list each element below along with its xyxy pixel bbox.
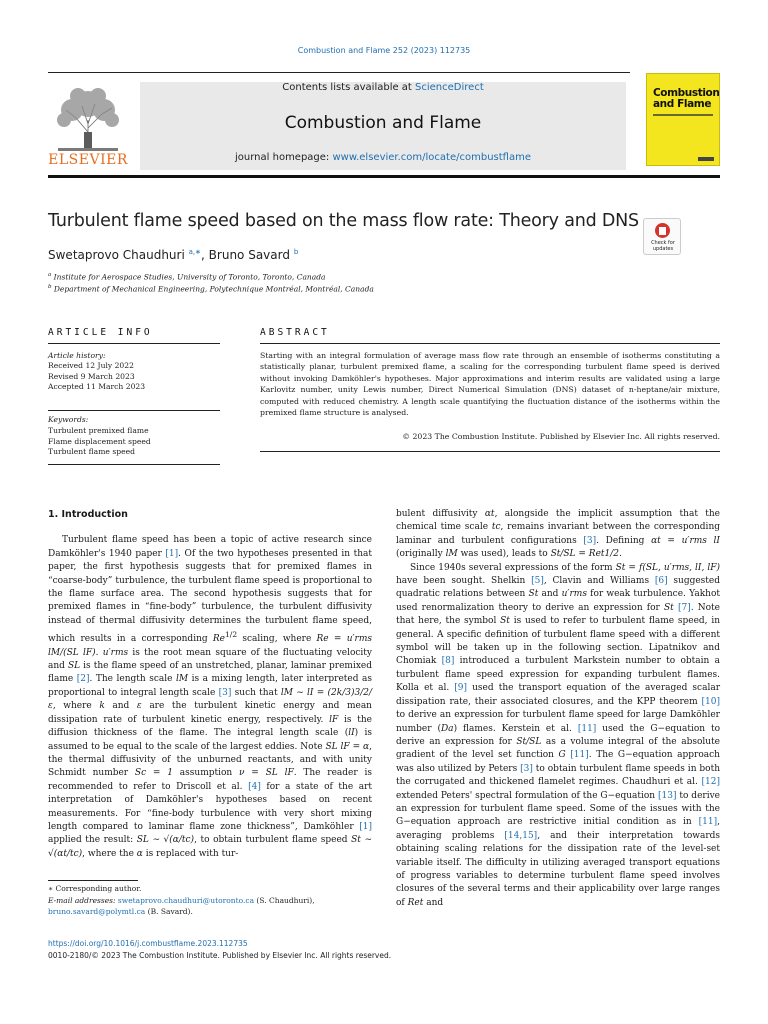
citation-link[interactable]: [12] <box>701 777 720 788</box>
email-addresses: E-mail addresses: swetaprovo.chaudhuri@utoronto.ca (S. Chaudhuri), <box>48 895 315 905</box>
corresponding-author-note: ∗ Corresponding author. <box>48 884 142 893</box>
issn-copyright: 0010-2180/© 2023 The Combustion Institute. Published by Elsevier Inc. All rights reserved. <box>48 951 392 960</box>
affiliation <box>48 272 326 282</box>
crossmark-label: Check for updates <box>651 240 675 252</box>
citation-link[interactable]: [14,15] <box>504 830 538 841</box>
author-affiliation-mark[interactable]: b <box>293 248 299 256</box>
journal-masthead <box>140 82 626 170</box>
citation-link[interactable]: [3] <box>218 687 232 698</box>
citation-link[interactable]: [10] <box>701 696 720 707</box>
history-label: Article history: <box>48 351 106 360</box>
masthead-rule-top <box>48 72 630 73</box>
cover-logo-bar <box>698 157 714 161</box>
masthead-rule-bottom <box>48 175 720 178</box>
keywords-label: Keywords: <box>48 415 89 424</box>
footnote-rule <box>48 880 138 881</box>
email-link[interactable]: swetaprovo.chaudhuri@utoronto.ca <box>117 895 255 905</box>
received-date: Received 12 July 2022 <box>48 361 134 371</box>
abstract-heading: ABSTRACT <box>260 327 330 338</box>
bookmark-icon <box>659 227 666 235</box>
body-column-right <box>396 508 720 910</box>
author-affiliation-mark[interactable]: a,∗ <box>188 248 202 256</box>
citation-link[interactable]: [9] <box>454 683 468 694</box>
abstract-copyright: © 2023 The Combustion Institute. Published by Elsevier Inc. All rights reserved. <box>402 432 720 441</box>
article-info-rule <box>48 343 220 344</box>
homepage-line <box>140 152 626 163</box>
keyword: Flame displacement speed <box>48 436 151 446</box>
citation-link[interactable]: [11] <box>577 723 597 734</box>
email-link[interactable]: bruno.savard@polymtl.ca <box>48 907 146 916</box>
abstract-rule <box>260 343 720 344</box>
paper-title: Turbulent flame speed based on the mass flow rate: Theory and DNS <box>48 211 639 231</box>
citation-link[interactable]: [1] <box>359 821 372 832</box>
keyword: Turbulent flame speed <box>48 447 135 457</box>
author-name[interactable]: Bruno Savard <box>208 248 290 262</box>
paragraph: Turbulent flame speed has been a topic of active research since Damköhler's 1940 paper [1]. Of the two hypotheses presented in that paper, the first hypothesis suggests that for premixed flames in “coarse-body” turbulence, the turbulent flame speed is proportional to the flame surface area. The second hypothesis suggests that for premixed flames in “fine-body” turbulence, the turbulent diffusivity instead of thermal diffusivity determines the turbulent flame speed, which results in a corresponding $Re^{1/2}$ scaling, where Re = u′rms lM/(SL lF). u′rms is the root mean square of the fluctuating velocity and SL is the flame speed of an unstretched, planar, laminar premixed flame [2]. The length scale lM is a mixing length, later interpreted as proportional to integral length scale [3] such that lM ∼ lI = (2k/3)3/2/ε, where k and ε are the turbulent kinetic energy and mean dissipation rate of turbulent kinetic energy, respectively. lF is the diffusion thickness of the flame. The integral length scale (lI) is assumed to be equal to the scale of the largest eddies. Note SL lF = α, the thermal diffusivity of the unburned reactants, and with unity Schmidt number Sc = 1 assumption ν = SL lF. The reader is recommended to refer to Driscoll et al. [4] for a state of the art interpretation of Damköhler's hypotheses based on recent measurements. For “fine-body turbulence with very short mixing length compared to laminar flame zone thickness”, Damköhler [1] applied the result: SL ∼ √(α/tc), to obtain turbulent flame speed St ∼ √(αt/tc), where the α is replaced with tur- <box>48 535 373 859</box>
revised-date: Revised 9 March 2023 <box>48 371 135 381</box>
affiliation-text: Department of Mechanical Engineering, Polytechnique Montréal, Montréal, Canada <box>53 284 374 294</box>
email-addresses-cont: bruno.savard@polymtl.ca (B. Savard). <box>48 907 193 916</box>
elsevier-wordmark[interactable]: ELSEVIER <box>48 152 128 168</box>
abstract-text: Starting with an integral formulation of average mass flow rate through an ensemble of isotherms constituting a statistically planar, turbulent premixed flame, a scaling for the corresponding turbulent flame speed is derived without invoking Damköhler's hypotheses. Major approximations and interim results are validated using a large Karlovitz number, unity Lewis number, Direct Numerical Simulation (DNS) dataset of n-heptane/air mixture, computed with reduced chemistry. A length scale quantifying the fluctuation distance of the isotherms within the premixed flame structure is analysed. <box>260 351 720 418</box>
journal-name[interactable]: Combustion and Flame <box>284 113 482 133</box>
footnotes <box>48 883 372 918</box>
journal-cover-thumbnail[interactable] <box>646 73 720 166</box>
contents-line <box>140 82 626 93</box>
citation-link[interactable]: [2] <box>76 674 90 685</box>
keywords <box>48 415 220 458</box>
sciencedirect-link[interactable]: ScienceDirect <box>415 82 484 93</box>
citation-link[interactable]: [7] <box>677 602 691 613</box>
paragraph: Since 1940s several expressions of the form St = f(SL, u′rms, lI, lF) have been sought. Shelkin [5], Clavin and Williams [6] suggested quadratic relations between St and u′rms for weak turbulence. Yakhot used renormalization theory to derive an expression for St [7]. Note that here, the symbol St is used to refer to turbulent flame speed, in general. A specific definition of turbulent flame speed with a different symbol will be taken up in the following section. Lipatnikov and Chomiak [8] introduced a turbulent Markstein number to obtain a turbulent flame speed expression for expanding turbulent flames. Kolla et al. [9] used the transport equation of the averaged scalar dissipation rate, their associated closures, and the KPP theorem [10] to derive an expression for turbulent flame speed for large Damköhler number (Da) flames. Kerstein et al. [11] used the G−equation to derive an expression for St/SL as a volume integral of the absolute gradient of the level set function G [11]. The G−equation approach was also utilized by Peters [3] to obtain turbulent flame speeds in both the corrugated and thickened flamelet regimes. Chaudhuri et al. [12] extended Peters' spectral formulation of the G−equation [13] to derive an expression for turbulent flame speed. Some of the issues with the G−equation approach are restrictive initial condition as in [11], averaging problems [14,15], and their interpretation towards obtaining scaling relations for the dissipation rate of the level-set variable itself. The difficulty in utilizing averaged transport equations of progress variables to determine turbulent flame speed involves closures of the several terms and their applicability over large ranges of Ret and <box>396 562 721 908</box>
affiliation-mark: b <box>48 284 52 290</box>
cover-title: Combustion and Flame <box>653 87 720 110</box>
citation-link[interactable]: [3] <box>520 763 533 774</box>
body-column-left <box>48 508 372 861</box>
keywords-rule <box>48 410 220 411</box>
citation-link[interactable]: [6] <box>654 576 668 587</box>
citation-link[interactable]: [8] <box>441 656 455 667</box>
doi-link[interactable]: https://doi.org/10.1016/j.combustflame.2023.112735 <box>48 939 248 948</box>
section-heading: 1. Introduction <box>48 509 128 520</box>
journal-citation[interactable]: Combustion and Flame 252 (2023) 112735 <box>297 46 471 55</box>
journal-homepage-link[interactable]: www.elsevier.com/locate/combustflame <box>332 152 531 163</box>
article-history <box>48 351 220 393</box>
article-info-bottom-rule <box>48 464 220 465</box>
author-separator: , <box>201 248 209 262</box>
homepage-prefix: journal homepage: <box>235 152 333 163</box>
affiliation <box>48 284 374 294</box>
contents-prefix: Contents lists available at <box>282 82 416 93</box>
author-name[interactable]: Swetaprovo Chaudhuri <box>48 248 185 262</box>
check-for-updates-button[interactable] <box>643 218 681 255</box>
accepted-date: Accepted 11 March 2023 <box>48 382 146 392</box>
citation-link[interactable]: [5] <box>531 576 544 587</box>
citation-link[interactable]: [13] <box>658 790 677 801</box>
citation-link[interactable]: [11] <box>698 817 718 828</box>
citation-link[interactable]: [4] <box>248 781 261 792</box>
author-list <box>48 248 298 262</box>
cover-subtitle-bar <box>653 114 713 116</box>
citation-link[interactable]: [11] <box>570 750 589 761</box>
citation-link[interactable]: [1] <box>165 548 179 559</box>
citation-link[interactable]: [3] <box>583 535 597 546</box>
paragraph: bulent diffusivity αt, alongside the implicit assumption that the chemical time scale tc, remains invariant between the corresponding laminar and turbulent configurations [3]. Defining αt = u′rms lI (originally lM was used), leads to St/SL = Ret1/2. <box>396 509 721 560</box>
abstract-bottom-rule <box>260 451 720 452</box>
keyword: Turbulent premixed flame <box>48 425 149 435</box>
affiliation-mark: a <box>48 272 52 278</box>
article-info-heading: ARTICLE INFO <box>48 327 153 338</box>
affiliation-text: Institute for Aerospace Studies, University of Toronto, Toronto, Canada <box>53 272 326 282</box>
